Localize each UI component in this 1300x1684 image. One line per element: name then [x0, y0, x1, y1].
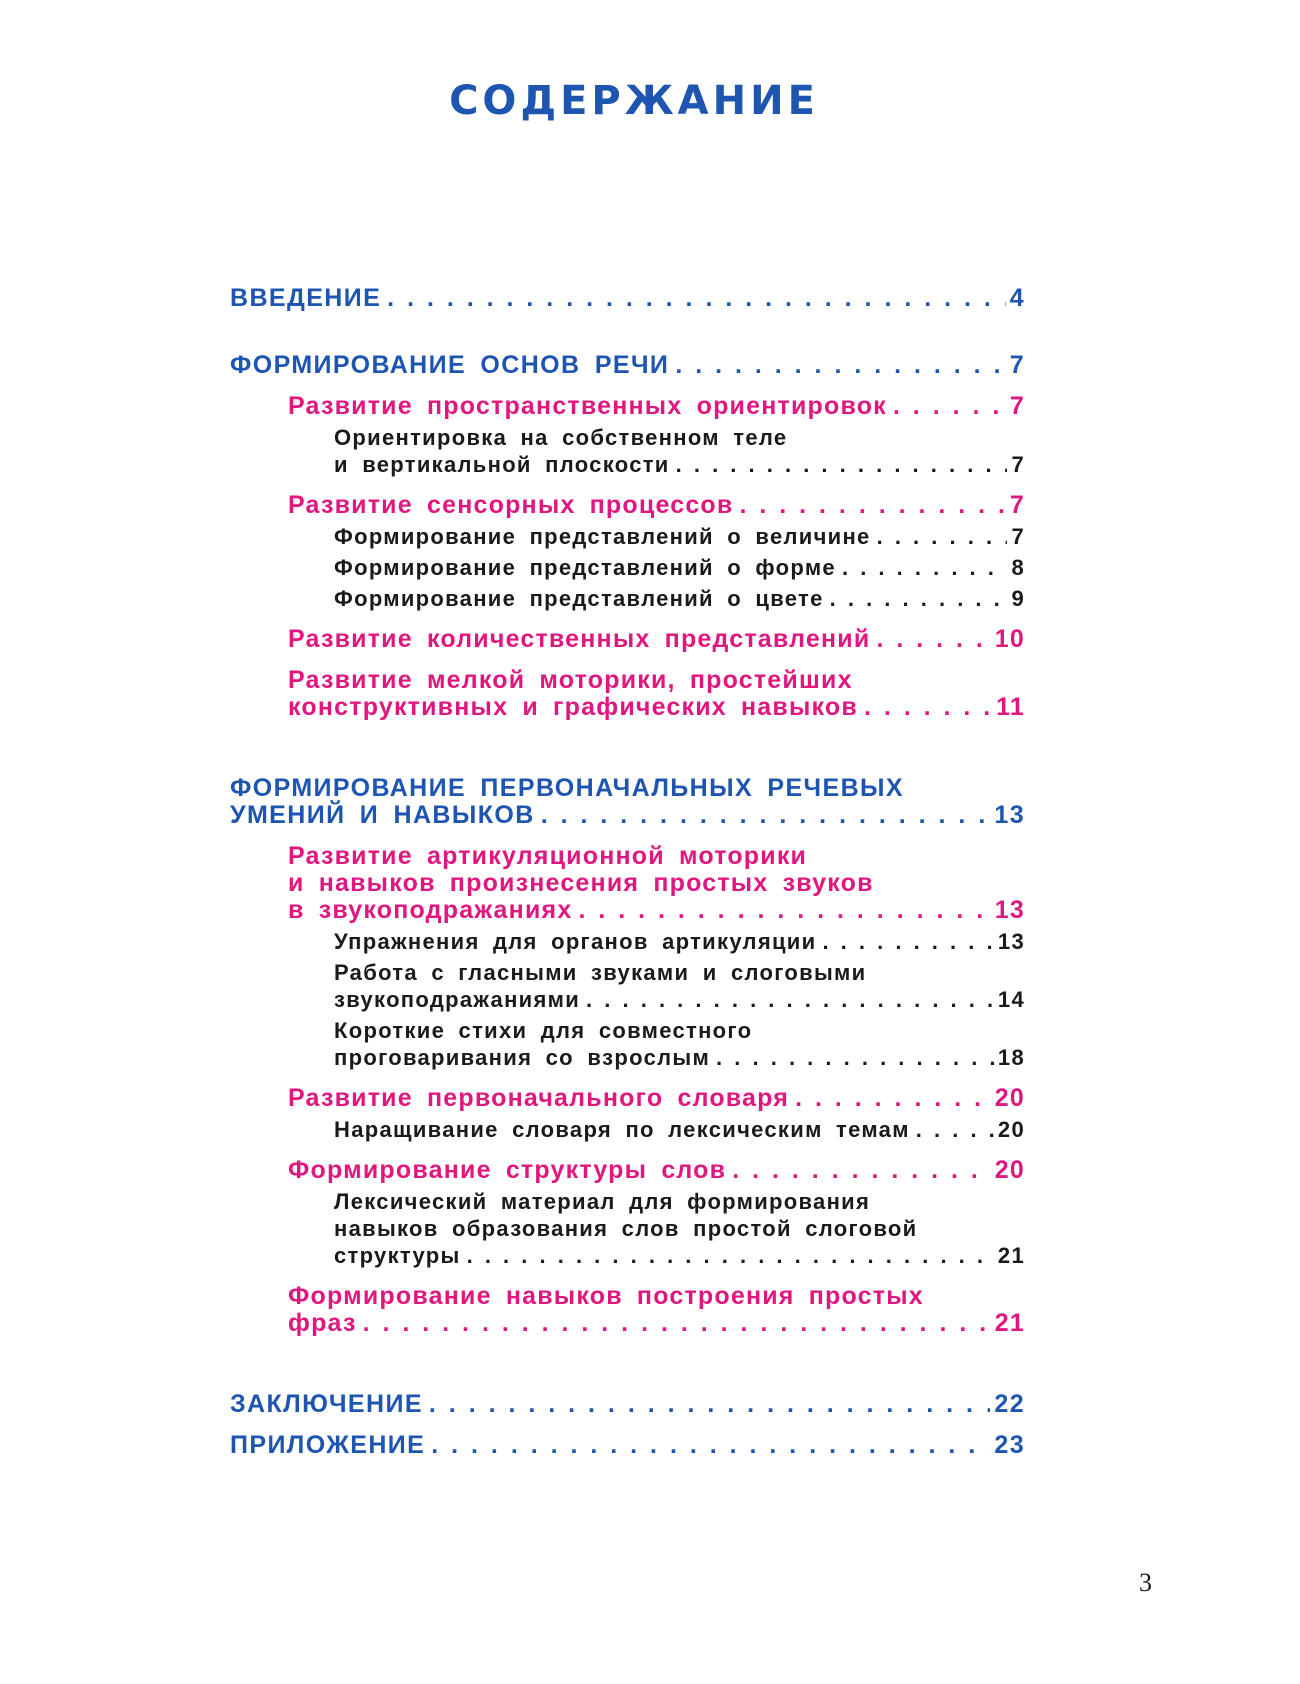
- leader-dots: [535, 802, 991, 829]
- leader-dots: [816, 928, 993, 955]
- toc-page-number: 7: [1011, 452, 1025, 477]
- toc-entry-title-line: ФОРМИРОВАНИЕ ОСНОВ РЕЧИ: [230, 351, 670, 379]
- leader-dots: [461, 1242, 994, 1269]
- toc-entry-level-3[interactable]: [334, 424, 1025, 478]
- toc-entry-title-line: конструктивных и графических навыков: [288, 693, 858, 721]
- table-of-contents: [230, 285, 1025, 1459]
- leader-dots: [836, 554, 1007, 581]
- toc-entry-title-line: ЗАКЛЮЧЕНИЕ: [230, 1390, 423, 1418]
- toc-entry-title-line: Формирование структуры слов: [288, 1156, 727, 1184]
- toc-entry-title-line: ПРИЛОЖЕНИЕ: [230, 1431, 426, 1459]
- toc-entry-title-line: ФОРМИРОВАНИЕ ПЕРВОНАЧАЛЬНЫХ РЕЧЕВЫХ: [230, 774, 905, 802]
- toc-entry-title-line: Развитие количественных представлений: [288, 625, 871, 653]
- toc-entry-level-2[interactable]: [288, 492, 1025, 519]
- toc-entry-title-line: Формирование представлений о величине: [334, 524, 871, 549]
- toc-entry-level-3[interactable]: [334, 1017, 1025, 1071]
- toc-page-number: 22: [994, 1390, 1025, 1418]
- toc-entry-level-3[interactable]: [334, 928, 1025, 955]
- toc-entry-title-line: Работа с гласными звуками и слоговыми: [334, 960, 867, 985]
- toc-page-number: 21: [994, 1309, 1025, 1337]
- toc-entry-level-2[interactable]: [288, 626, 1025, 653]
- toc-entry-title-line: и вертикальной плоскости: [334, 452, 670, 477]
- toc-entry-level-3[interactable]: [334, 585, 1025, 612]
- leader-dots: [871, 523, 1008, 550]
- toc-entry-level-2[interactable]: [288, 1157, 1025, 1184]
- toc-entry-title-line: проговаривания со взрослым: [334, 1045, 711, 1070]
- leader-dots: [887, 393, 1006, 420]
- toc-entry-title-line: фраз: [288, 1309, 357, 1337]
- toc-page-number: 7: [1009, 491, 1025, 519]
- toc-entry-level-3[interactable]: [334, 523, 1025, 550]
- toc-entry-level-3[interactable]: [334, 554, 1025, 581]
- toc-entry-title-line: Развитие мелкой моторики, простейших: [288, 666, 853, 694]
- toc-page-number: 7: [1009, 392, 1025, 420]
- toc-entry-title-line: Формирование представлений о форме: [334, 555, 836, 580]
- toc-entry-title-line: Лексический материал для формирования: [334, 1189, 871, 1214]
- toc-page-number: 11: [996, 693, 1025, 721]
- toc-entry-level-2[interactable]: [288, 1085, 1025, 1112]
- leader-dots: [580, 986, 994, 1013]
- toc-page-number: 8: [1011, 555, 1025, 580]
- toc-page-number: 10: [994, 625, 1025, 653]
- leader-dots: [381, 285, 1006, 312]
- toc-entry-level-3[interactable]: [334, 959, 1025, 1013]
- toc-entry-title-line: Короткие стихи для совместного: [334, 1018, 753, 1043]
- toc-entry-title-line: навыков образования слов простой слоговой: [334, 1216, 918, 1241]
- toc-entry-title-line: ВВЕДЕНИЕ: [230, 284, 382, 312]
- leader-dots: [858, 694, 992, 721]
- toc-entry-title-line: Развитие артикуляционной моторики: [288, 842, 808, 870]
- toc-entry-level-1[interactable]: [230, 775, 1025, 829]
- toc-entry-title-line: структуры: [334, 1243, 461, 1268]
- toc-entry-title-line: звукоподражаниями: [334, 987, 581, 1012]
- toc-page-number: 18: [997, 1045, 1025, 1070]
- leader-dots: [870, 626, 990, 653]
- toc-entry-level-3[interactable]: [334, 1188, 1025, 1269]
- toc-page-number: 20: [994, 1156, 1025, 1184]
- toc-page-number: 13: [994, 801, 1025, 829]
- leader-dots: [425, 1432, 990, 1459]
- toc-page-number: 20: [997, 1117, 1025, 1142]
- leader-dots: [423, 1391, 990, 1418]
- page-title: СОДЕРЖАНИЕ: [449, 78, 819, 124]
- toc-page-number: 23: [994, 1431, 1025, 1459]
- toc-entry-level-3[interactable]: [334, 1116, 1025, 1143]
- toc-entry-title-line: и навыков произнесения простых звуков: [288, 869, 874, 897]
- toc-page-number: 7: [1009, 351, 1025, 379]
- toc-entry-level-2[interactable]: [288, 393, 1025, 420]
- leader-dots: [789, 1085, 991, 1112]
- toc-entry-title-line: Развитие пространственных ориентировок: [288, 392, 887, 420]
- leader-dots: [733, 492, 1005, 519]
- leader-dots: [357, 1310, 991, 1337]
- leader-dots: [726, 1157, 991, 1184]
- toc-page-number: 21: [997, 1243, 1025, 1268]
- toc-entry-title-line: Ориентировка на собственном теле: [334, 425, 788, 450]
- toc-page-number: 7: [1011, 524, 1025, 549]
- toc-entry-level-2[interactable]: [288, 667, 1025, 721]
- toc-entry-title-line: УМЕНИЙ И НАВЫКОВ: [230, 801, 535, 829]
- toc-entry-level-1[interactable]: [230, 1391, 1025, 1418]
- toc-entry-title-line: Наращивание словаря по лексическим темам: [334, 1117, 910, 1142]
- leader-dots: [669, 352, 1005, 379]
- leader-dots: [670, 451, 1008, 478]
- toc-entry-level-2[interactable]: [288, 1283, 1025, 1337]
- leader-dots: [910, 1116, 994, 1143]
- toc-entry-title-line: в звукоподражаниях: [288, 896, 573, 924]
- toc-page-number: 14: [997, 987, 1025, 1012]
- toc-page-number: 13: [997, 929, 1025, 954]
- toc-entry-title-line: Формирование навыков построения простых: [288, 1282, 924, 1310]
- toc-entry-level-2[interactable]: [288, 843, 1025, 924]
- page-number: 3: [1139, 1568, 1152, 1597]
- toc-page-number: 20: [994, 1084, 1025, 1112]
- toc-page-number: 13: [994, 896, 1025, 924]
- toc-entry-title-line: Формирование представлений о цвете: [334, 586, 824, 611]
- toc-page-number: 4: [1009, 284, 1025, 312]
- toc-entry-title-line: Развитие первоначального словаря: [288, 1084, 790, 1112]
- toc-page-number: 9: [1011, 586, 1025, 611]
- toc-entry-level-1[interactable]: [230, 1432, 1025, 1459]
- toc-entry-level-1[interactable]: [230, 285, 1025, 312]
- leader-dots: [710, 1044, 994, 1071]
- leader-dots: [824, 585, 1008, 612]
- leader-dots: [572, 897, 990, 924]
- toc-entry-title-line: Развитие сенсорных процессов: [288, 491, 734, 519]
- toc-entry-title-line: Упражнения для органов артикуляции: [334, 929, 817, 954]
- toc-entry-level-1[interactable]: [230, 352, 1025, 379]
